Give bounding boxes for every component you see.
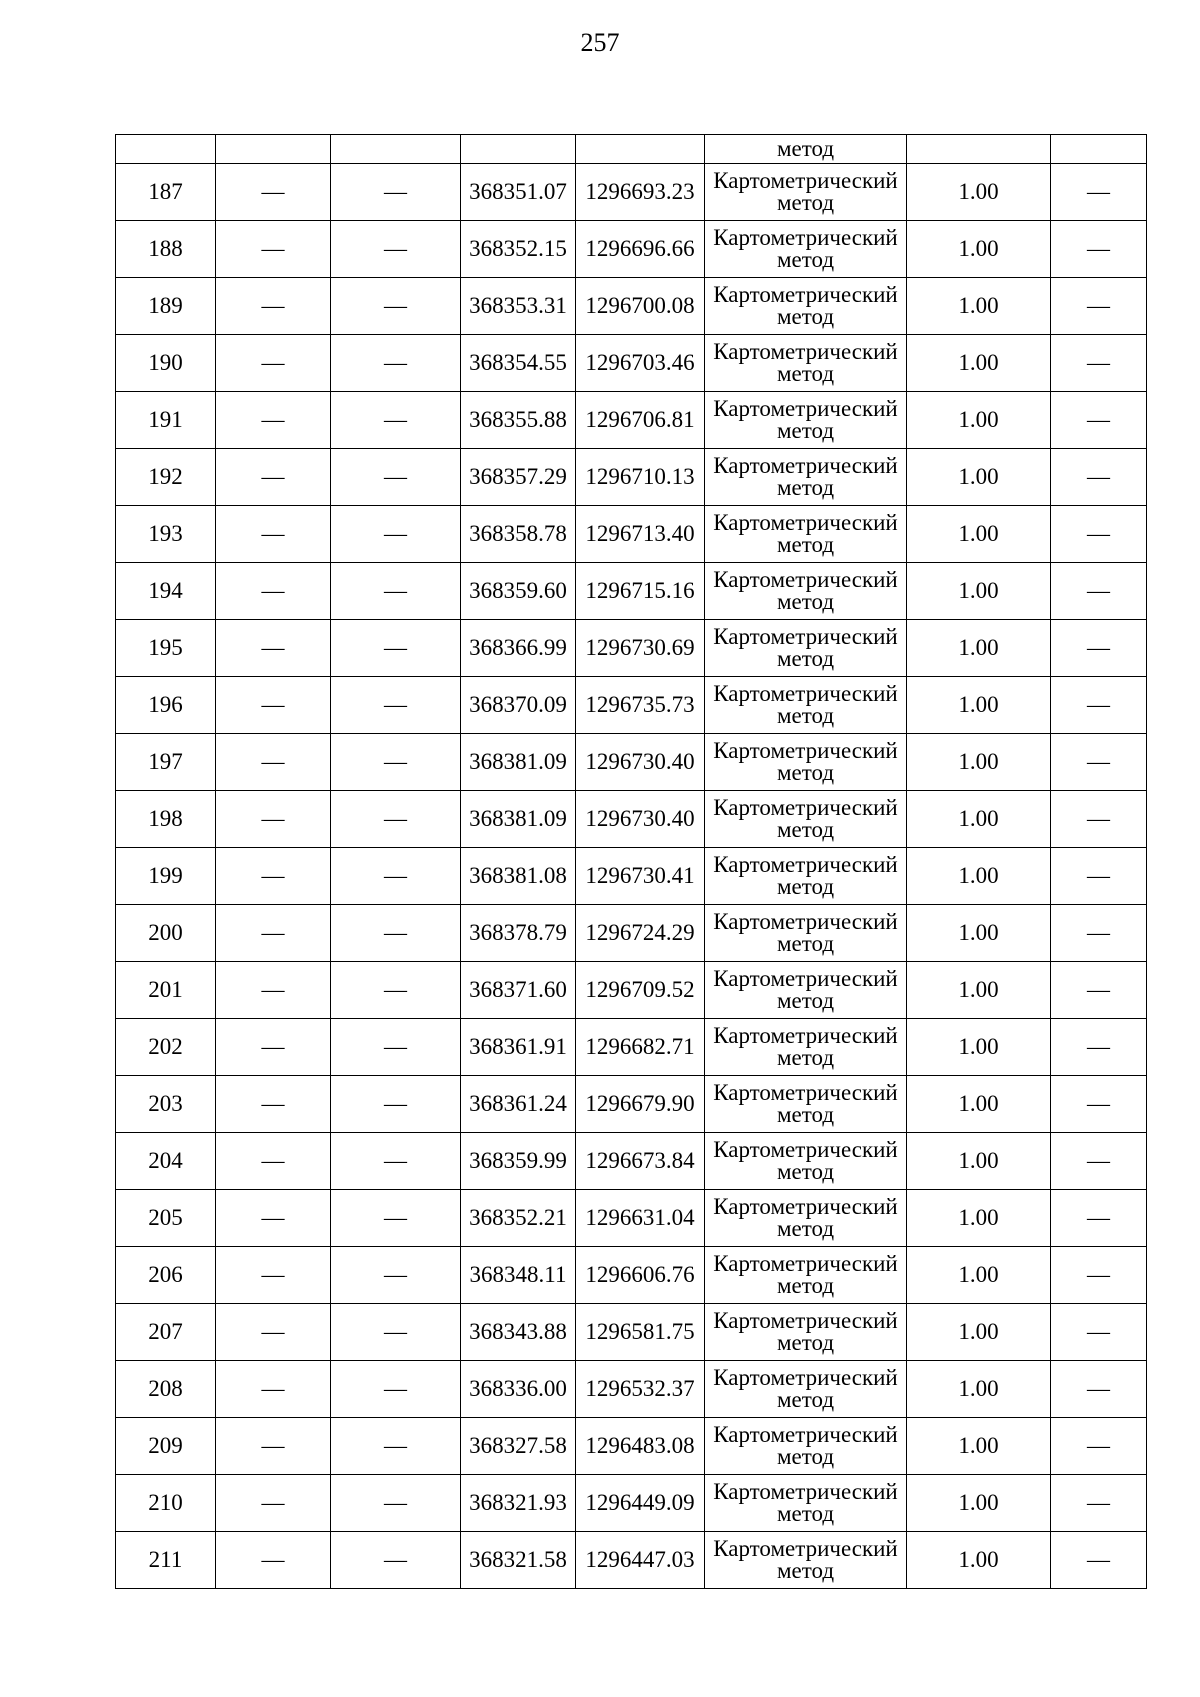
dash-cell: — — [216, 392, 331, 449]
point-number-cell: 209 — [116, 1418, 216, 1475]
table-row — [116, 1247, 1147, 1304]
dash-cell: — — [216, 164, 331, 221]
y-coordinate-cell: 1296713.40 — [576, 506, 705, 563]
x-coordinate-cell: 368357.29 — [461, 449, 576, 506]
x-coordinate-cell: 368321.93 — [461, 1475, 576, 1532]
accuracy-cell: 1.00 — [907, 620, 1051, 677]
point-number-cell: 188 — [116, 221, 216, 278]
method-line-2: метод — [776, 1501, 835, 1526]
method-cell — [705, 905, 907, 962]
y-coordinate-cell: 1296682.71 — [576, 1019, 705, 1076]
method-cell — [705, 1247, 907, 1304]
dash-cell: — — [331, 506, 461, 563]
dash-cell: — — [1051, 506, 1147, 563]
x-coordinate-cell: 368381.08 — [461, 848, 576, 905]
method-cell — [705, 1076, 907, 1133]
dash-cell: — — [216, 677, 331, 734]
method-line-1: Картометрический — [713, 1536, 898, 1561]
dash-cell: — — [216, 620, 331, 677]
y-coordinate-cell: 1296715.16 — [576, 563, 705, 620]
method-line-2: метод — [776, 931, 835, 956]
dash-cell: — — [216, 563, 331, 620]
accuracy-cell: 1.00 — [907, 392, 1051, 449]
x-coordinate-cell: 368354.55 — [461, 335, 576, 392]
dash-cell: — — [331, 1532, 461, 1589]
method-cell — [705, 1361, 907, 1418]
y-coordinate-cell: 1296730.69 — [576, 620, 705, 677]
dash-cell: — — [331, 1019, 461, 1076]
dash-cell: — — [1051, 905, 1147, 962]
dash-cell: — — [331, 335, 461, 392]
dash-cell: — — [1051, 677, 1147, 734]
dash-cell: — — [1051, 392, 1147, 449]
point-number-cell: 190 — [116, 335, 216, 392]
dash-cell: — — [331, 620, 461, 677]
point-number-cell: 206 — [116, 1247, 216, 1304]
accuracy-cell: 1.00 — [907, 164, 1051, 221]
accuracy-cell: 1.00 — [907, 1247, 1051, 1304]
method-line-2: метод — [776, 1444, 835, 1469]
method-line-1: Картометрический — [713, 1137, 898, 1162]
dash-cell: — — [331, 563, 461, 620]
y-coordinate-cell: 1296631.04 — [576, 1190, 705, 1247]
dash-cell: — — [1051, 1304, 1147, 1361]
accuracy-cell: 1.00 — [907, 1418, 1051, 1475]
table-row — [116, 221, 1147, 278]
table-row — [116, 1133, 1147, 1190]
coordinates-table — [115, 134, 1147, 1589]
accuracy-cell: 1.00 — [907, 848, 1051, 905]
y-coordinate-cell: 1296696.66 — [576, 221, 705, 278]
method-line-2: метод — [776, 646, 835, 671]
method-continuation-cell: метод — [705, 135, 907, 164]
method-line-2: метод — [776, 703, 835, 728]
method-line-1: Картометрический — [713, 567, 898, 592]
accuracy-cell: 1.00 — [907, 791, 1051, 848]
y-coordinate-cell: 1296532.37 — [576, 1361, 705, 1418]
y-coordinate-cell: 1296483.08 — [576, 1418, 705, 1475]
dash-cell: — — [1051, 1475, 1147, 1532]
table-row — [116, 734, 1147, 791]
method-cell — [705, 221, 907, 278]
dash-cell: — — [331, 1076, 461, 1133]
dash-cell: — — [331, 392, 461, 449]
x-coordinate-cell: 368361.91 — [461, 1019, 576, 1076]
accuracy-cell: 1.00 — [907, 962, 1051, 1019]
point-number-cell: 201 — [116, 962, 216, 1019]
y-coordinate-cell: 1296693.23 — [576, 164, 705, 221]
method-cell — [705, 734, 907, 791]
dash-cell: — — [1051, 1361, 1147, 1418]
method-line-1: Картометрический — [713, 966, 898, 991]
table-body — [116, 135, 1147, 1589]
method-line-2: метод — [776, 1558, 835, 1583]
point-number-cell: 199 — [116, 848, 216, 905]
x-coordinate-cell: 368358.78 — [461, 506, 576, 563]
method-line-2: метод — [776, 532, 835, 557]
x-coordinate-cell: 368348.11 — [461, 1247, 576, 1304]
method-cell — [705, 164, 907, 221]
dash-cell: — — [331, 1247, 461, 1304]
accuracy-cell: 1.00 — [907, 905, 1051, 962]
y-coordinate-cell: 1296730.40 — [576, 734, 705, 791]
method-cell — [705, 791, 907, 848]
accuracy-cell: 1.00 — [907, 449, 1051, 506]
method-cell — [705, 1190, 907, 1247]
empty-cell — [1051, 135, 1147, 164]
y-coordinate-cell: 1296581.75 — [576, 1304, 705, 1361]
table-row — [116, 1304, 1147, 1361]
dash-cell: — — [1051, 335, 1147, 392]
y-coordinate-cell: 1296709.52 — [576, 962, 705, 1019]
dash-cell: — — [1051, 1247, 1147, 1304]
table-row — [116, 905, 1147, 962]
table-row — [116, 1361, 1147, 1418]
x-coordinate-cell: 368381.09 — [461, 791, 576, 848]
x-coordinate-cell: 368355.88 — [461, 392, 576, 449]
point-number-cell: 195 — [116, 620, 216, 677]
point-number-cell: 196 — [116, 677, 216, 734]
table-row — [116, 506, 1147, 563]
x-coordinate-cell: 368366.99 — [461, 620, 576, 677]
method-cell — [705, 1304, 907, 1361]
y-coordinate-cell: 1296730.40 — [576, 791, 705, 848]
dash-cell: — — [1051, 1076, 1147, 1133]
method-line-1: Картометрический — [713, 681, 898, 706]
page-number: 257 — [580, 28, 620, 57]
continuation-row — [116, 135, 1147, 164]
method-line-2: метод — [776, 988, 835, 1013]
dash-cell: — — [331, 278, 461, 335]
method-line-1: Картометрический — [713, 1365, 898, 1390]
method-cell — [705, 1532, 907, 1589]
table-row — [116, 563, 1147, 620]
method-cell — [705, 1019, 907, 1076]
point-number-cell: 204 — [116, 1133, 216, 1190]
accuracy-cell: 1.00 — [907, 1532, 1051, 1589]
method-cell — [705, 506, 907, 563]
method-cell — [705, 1133, 907, 1190]
table-row — [116, 278, 1147, 335]
method-line-1: Картометрический — [713, 396, 898, 421]
table-row — [116, 1190, 1147, 1247]
accuracy-cell: 1.00 — [907, 221, 1051, 278]
y-coordinate-cell: 1296730.41 — [576, 848, 705, 905]
point-number-cell: 194 — [116, 563, 216, 620]
dash-cell: — — [216, 1532, 331, 1589]
table-row — [116, 1532, 1147, 1589]
x-coordinate-cell: 368353.31 — [461, 278, 576, 335]
dash-cell: — — [1051, 221, 1147, 278]
table-row — [116, 1475, 1147, 1532]
method-line-1: Картометрический — [713, 852, 898, 877]
point-number-cell: 191 — [116, 392, 216, 449]
method-line-2: метод — [776, 1387, 835, 1412]
table-row — [116, 620, 1147, 677]
accuracy-cell: 1.00 — [907, 335, 1051, 392]
method-line-1: Картометрический — [713, 738, 898, 763]
dash-cell: — — [1051, 791, 1147, 848]
point-number-cell: 203 — [116, 1076, 216, 1133]
method-line-2: метод — [776, 1273, 835, 1298]
accuracy-cell: 1.00 — [907, 677, 1051, 734]
dash-cell: — — [1051, 1133, 1147, 1190]
y-coordinate-cell: 1296724.29 — [576, 905, 705, 962]
dash-cell: — — [331, 1475, 461, 1532]
dash-cell: — — [331, 1190, 461, 1247]
method-cell — [705, 848, 907, 905]
dash-cell: — — [331, 905, 461, 962]
dash-cell: — — [1051, 848, 1147, 905]
x-coordinate-cell: 368327.58 — [461, 1418, 576, 1475]
method-cell — [705, 278, 907, 335]
point-number-cell: 211 — [116, 1532, 216, 1589]
accuracy-cell: 1.00 — [907, 734, 1051, 791]
dash-cell: — — [1051, 962, 1147, 1019]
dash-cell: — — [331, 734, 461, 791]
dash-cell: — — [1051, 563, 1147, 620]
accuracy-cell: 1.00 — [907, 1076, 1051, 1133]
empty-cell — [576, 135, 705, 164]
y-coordinate-cell: 1296703.46 — [576, 335, 705, 392]
method-cell — [705, 1418, 907, 1475]
dash-cell: — — [216, 848, 331, 905]
point-number-cell: 192 — [116, 449, 216, 506]
dash-cell: — — [331, 848, 461, 905]
dash-cell: — — [216, 1304, 331, 1361]
x-coordinate-cell: 368359.60 — [461, 563, 576, 620]
y-coordinate-cell: 1296706.81 — [576, 392, 705, 449]
point-number-cell: 200 — [116, 905, 216, 962]
method-cell — [705, 392, 907, 449]
accuracy-cell: 1.00 — [907, 563, 1051, 620]
accuracy-cell: 1.00 — [907, 1133, 1051, 1190]
method-cell — [705, 449, 907, 506]
method-line-2: метод — [776, 1159, 835, 1184]
y-coordinate-cell: 1296700.08 — [576, 278, 705, 335]
dash-cell: — — [1051, 1019, 1147, 1076]
method-line-2: метод — [776, 1102, 835, 1127]
dash-cell: — — [331, 164, 461, 221]
dash-cell: — — [331, 962, 461, 1019]
dash-cell: — — [216, 905, 331, 962]
x-coordinate-cell: 368361.24 — [461, 1076, 576, 1133]
method-line-2: метод — [776, 361, 835, 386]
empty-cell — [116, 135, 216, 164]
method-line-2: метод — [776, 817, 835, 842]
empty-cell — [461, 135, 576, 164]
dash-cell: — — [216, 1190, 331, 1247]
table-row — [116, 848, 1147, 905]
method-line-1: Картометрический — [713, 225, 898, 250]
dash-cell: — — [331, 1133, 461, 1190]
method-line-1: Картометрический — [713, 1023, 898, 1048]
table-row — [116, 335, 1147, 392]
accuracy-cell: 1.00 — [907, 1019, 1051, 1076]
y-coordinate-cell: 1296679.90 — [576, 1076, 705, 1133]
method-line-2: метод — [776, 304, 835, 329]
table-row — [116, 791, 1147, 848]
method-line-2: метод — [776, 190, 835, 215]
method-line-1: Картометрический — [713, 1194, 898, 1219]
method-cell — [705, 620, 907, 677]
dash-cell: — — [216, 1019, 331, 1076]
dash-cell: — — [216, 734, 331, 791]
x-coordinate-cell: 368352.21 — [461, 1190, 576, 1247]
method-line-2: метод — [776, 1330, 835, 1355]
point-number-cell: 189 — [116, 278, 216, 335]
dash-cell: — — [331, 449, 461, 506]
dash-cell: — — [216, 278, 331, 335]
dash-cell: — — [1051, 620, 1147, 677]
method-cell — [705, 563, 907, 620]
point-number-cell: 207 — [116, 1304, 216, 1361]
method-cell — [705, 677, 907, 734]
y-coordinate-cell: 1296735.73 — [576, 677, 705, 734]
dash-cell: — — [1051, 164, 1147, 221]
point-number-cell: 210 — [116, 1475, 216, 1532]
x-coordinate-cell: 368343.88 — [461, 1304, 576, 1361]
table-row — [116, 449, 1147, 506]
method-line-1: Картометрический — [713, 510, 898, 535]
method-line-1: Картометрический — [713, 1422, 898, 1447]
x-coordinate-cell: 368370.09 — [461, 677, 576, 734]
dash-cell: — — [216, 335, 331, 392]
method-line-1: Картометрический — [713, 624, 898, 649]
method-line-1: Картометрический — [713, 795, 898, 820]
method-line-1: Картометрический — [713, 1080, 898, 1105]
accuracy-cell: 1.00 — [907, 278, 1051, 335]
dash-cell: — — [1051, 1418, 1147, 1475]
method-line-1: Картометрический — [713, 339, 898, 364]
dash-cell: — — [331, 221, 461, 278]
table-row — [116, 1019, 1147, 1076]
dash-cell: — — [216, 1247, 331, 1304]
accuracy-cell: 1.00 — [907, 1190, 1051, 1247]
dash-cell: — — [216, 791, 331, 848]
method-line-1: Картометрический — [713, 909, 898, 934]
table-row — [116, 164, 1147, 221]
accuracy-cell: 1.00 — [907, 506, 1051, 563]
method-line-1: Картометрический — [713, 168, 898, 193]
dash-cell: — — [216, 221, 331, 278]
dash-cell: — — [216, 449, 331, 506]
accuracy-cell: 1.00 — [907, 1304, 1051, 1361]
x-coordinate-cell: 368359.99 — [461, 1133, 576, 1190]
table-row — [116, 392, 1147, 449]
table-row — [116, 1076, 1147, 1133]
dash-cell: — — [331, 1361, 461, 1418]
dash-cell: — — [216, 1361, 331, 1418]
x-coordinate-cell: 368378.79 — [461, 905, 576, 962]
point-number-cell: 198 — [116, 791, 216, 848]
method-line-2: метод — [776, 589, 835, 614]
method-cell — [705, 335, 907, 392]
table-row — [116, 962, 1147, 1019]
dash-cell: — — [1051, 734, 1147, 791]
accuracy-cell: 1.00 — [907, 1361, 1051, 1418]
method-line-2: метод — [776, 475, 835, 500]
method-line-1: Картометрический — [713, 282, 898, 307]
method-line-2: метод — [776, 247, 835, 272]
dash-cell: — — [331, 791, 461, 848]
method-line-2: метод — [776, 1045, 835, 1070]
point-number-cell: 205 — [116, 1190, 216, 1247]
accuracy-cell: 1.00 — [907, 1475, 1051, 1532]
y-coordinate-cell: 1296447.03 — [576, 1532, 705, 1589]
dash-cell: — — [216, 1133, 331, 1190]
method-line-2: метод — [776, 1216, 835, 1241]
point-number-cell: 208 — [116, 1361, 216, 1418]
method-line-1: Картометрический — [713, 1251, 898, 1276]
dash-cell: — — [1051, 1532, 1147, 1589]
point-number-cell: 187 — [116, 164, 216, 221]
x-coordinate-cell: 368321.58 — [461, 1532, 576, 1589]
y-coordinate-cell: 1296449.09 — [576, 1475, 705, 1532]
method-line-2: метод — [776, 418, 835, 443]
dash-cell: — — [331, 677, 461, 734]
dash-cell: — — [216, 1076, 331, 1133]
method-cell — [705, 1475, 907, 1532]
x-coordinate-cell: 368351.07 — [461, 164, 576, 221]
empty-cell — [907, 135, 1051, 164]
empty-cell — [331, 135, 461, 164]
method-line-2: метод — [776, 874, 835, 899]
dash-cell: — — [216, 506, 331, 563]
dash-cell: — — [216, 1418, 331, 1475]
y-coordinate-cell: 1296673.84 — [576, 1133, 705, 1190]
method-line-2: метод — [776, 760, 835, 785]
y-coordinate-cell: 1296710.13 — [576, 449, 705, 506]
dash-cell: — — [1051, 1190, 1147, 1247]
method-line-1: Картометрический — [713, 453, 898, 478]
table-row — [116, 1418, 1147, 1475]
table-row — [116, 677, 1147, 734]
x-coordinate-cell: 368352.15 — [461, 221, 576, 278]
method-line-1: Картометрический — [713, 1479, 898, 1504]
y-coordinate-cell: 1296606.76 — [576, 1247, 705, 1304]
x-coordinate-cell: 368371.60 — [461, 962, 576, 1019]
dash-cell: — — [331, 1304, 461, 1361]
dash-cell: — — [1051, 449, 1147, 506]
method-cell — [705, 962, 907, 1019]
dash-cell: — — [1051, 278, 1147, 335]
dash-cell: — — [216, 962, 331, 1019]
x-coordinate-cell: 368381.09 — [461, 734, 576, 791]
point-number-cell: 193 — [116, 506, 216, 563]
point-number-cell: 197 — [116, 734, 216, 791]
x-coordinate-cell: 368336.00 — [461, 1361, 576, 1418]
point-number-cell: 202 — [116, 1019, 216, 1076]
empty-cell — [216, 135, 331, 164]
method-line-1: Картометрический — [713, 1308, 898, 1333]
dash-cell: — — [216, 1475, 331, 1532]
dash-cell: — — [331, 1418, 461, 1475]
